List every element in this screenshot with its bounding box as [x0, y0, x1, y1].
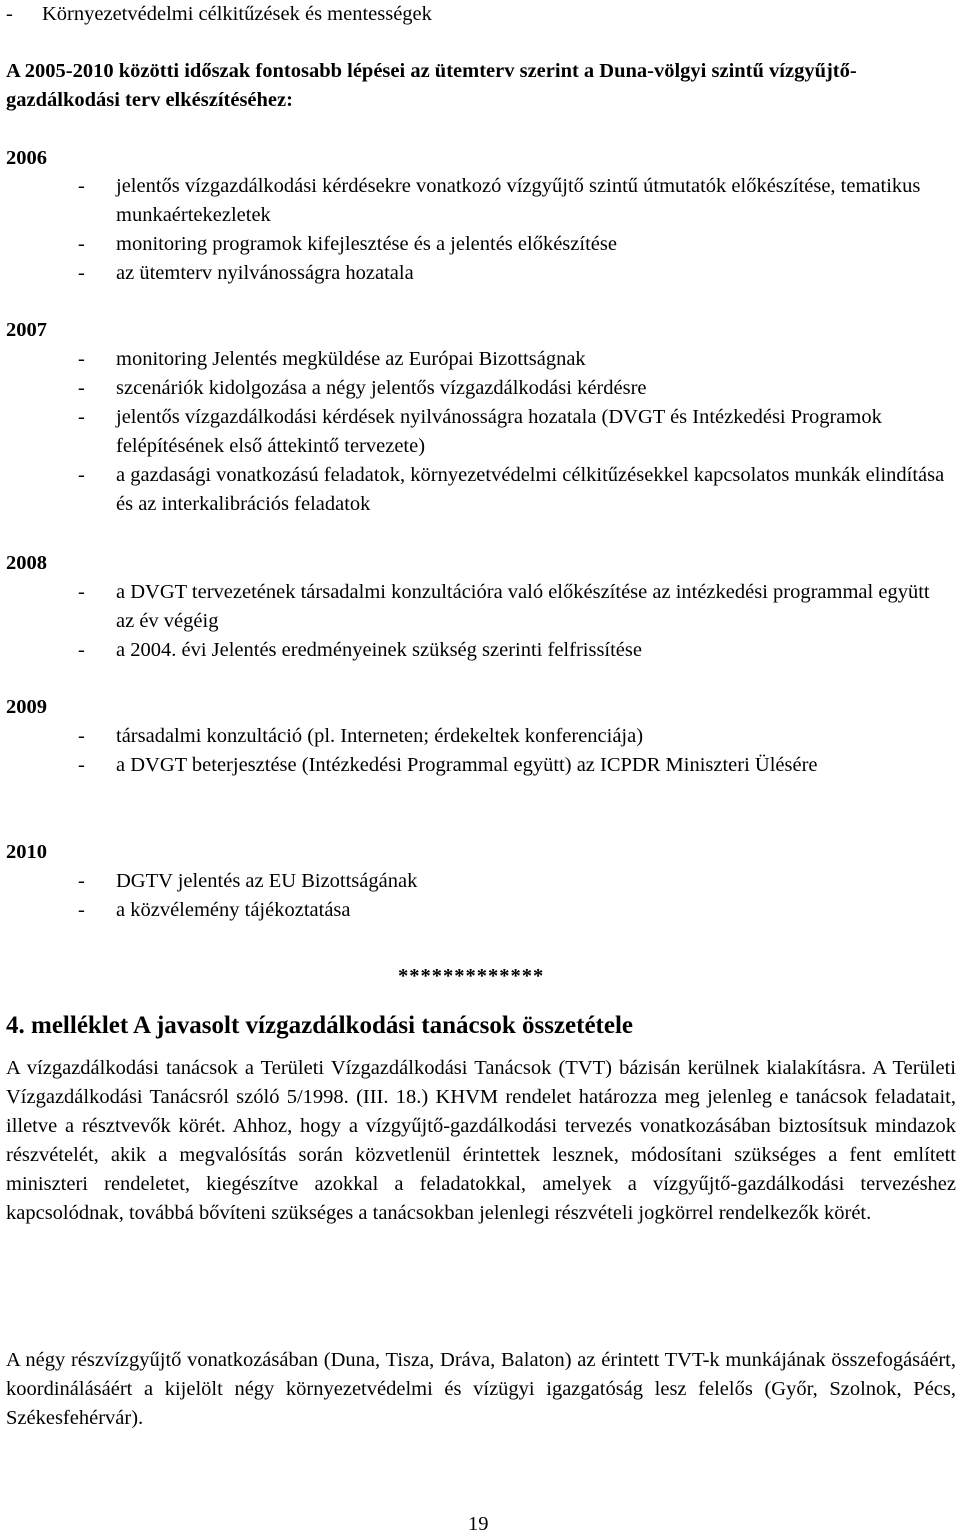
list-item: - DGTV jelentés az EU Bizottságának	[78, 867, 948, 896]
list-item: - jelentős vízgazdálkodási kérdések nyilvánosságra hozatala (DVGT és Intézkedési Programok felépítésének első áttekintő tervezete)	[78, 403, 948, 461]
year-items	[78, 867, 948, 925]
intro-text: A 2005-2010 közötti időszak fontosabb lépései az ütemterv szerint a Duna-völgyi szintű vízgyűjtő-gazdálkodási terv elkészítéséhez:	[6, 60, 857, 111]
list-item: - monitoring Jelentés megküldése az Európai Bizottságnak	[78, 345, 948, 374]
page-number: 19	[468, 1513, 489, 1535]
top-bullet-text: Környezetvédelmi célkitűzések és mentességek	[42, 3, 432, 25]
year-label: 2006	[6, 147, 47, 169]
list-item: - a DVGT tervezetének társadalmi konzultációra való előkészítése az intézkedési programmal együtt az év végéig	[78, 578, 948, 636]
section-heading: 4. melléklet A javasolt vízgazdálkodási tanácsok összetétele	[6, 1012, 634, 1039]
year-label: 2008	[6, 552, 47, 574]
bullet-dash: -	[6, 3, 13, 25]
year-items	[78, 722, 948, 780]
list-item: - a 2004. évi Jelentés eredményeinek szükség szerinti felfrissítése	[78, 636, 948, 665]
year-items	[78, 578, 948, 665]
list-item: - jelentős vízgazdálkodási kérdésekre vonatkozó vízgyűjtő szintű útmutatók előkészítése, tematikus munkaértekezletek	[78, 172, 948, 230]
list-item: - az ütemterv nyilvánosságra hozatala	[78, 259, 948, 288]
list-item: - a gazdasági vonatkozású feladatok, környezetvédelmi célkitűzésekkel kapcsolatos munkák elindítása és az interkalibrációs feladatok	[78, 461, 948, 519]
list-item: - a DVGT beterjesztése (Intézkedési Programmal együtt) az ICPDR Miniszteri Ülésére	[78, 751, 948, 780]
separator: *************	[398, 965, 545, 987]
paragraph: A vízgazdálkodási tanácsok a Területi Vízgazdálkodási Tanácsok (TVT) bázisán kerülnek kialakításra. A Területi Vízgazdálkodási Tanácsról szóló 5/1998. (III. 18.) KHVM rendelet határozza meg jelenleg e tanácsok feladatait, illetve a résztvevők körét. Ahhoz, hogy a vízgyűjtő-gazdálkodási tervezés vonatkozásában biztosítsuk mindazok részvételét, akik a megvalósítás során közvetlenül érintettek lesznek, módosítani szükséges a fent említett miniszteri rendeletet, kiegészítve azokkal a feladatokkal, amelyek a vízgyűjtő-gazdálkodási tervezéshez kapcsolódnak, továbbá bővíteni szükséges a tanácsokban jelenlegi részvételi jogkörrel rendelkezők körét.	[6, 1057, 956, 1224]
list-item: - szcenáriók kidolgozása a négy jelentős vízgazdálkodási kérdésre	[78, 374, 948, 403]
top-bullet	[6, 0, 432, 29]
year-items	[78, 172, 948, 288]
paragraph: A négy részvízgyűjtő vonatkozásában (Duna, Tisza, Dráva, Balaton) az érintett TVT-k munkájának összefogásáért, koordinálásáért a kijelölt négy környezetvédelmi és vízügyi igazgatóság lesz felelős (Győr, Szolnok, Pécs, Székesfehérvár).	[6, 1349, 956, 1429]
year-label: 2007	[6, 319, 47, 341]
year-label: 2009	[6, 696, 47, 718]
year-items	[78, 345, 948, 519]
list-item: - monitoring programok kifejlesztése és a jelentés előkészítése	[78, 230, 948, 259]
list-item: - társadalmi konzultáció (pl. Interneten; érdekeltek konferenciája)	[78, 722, 948, 751]
year-label: 2010	[6, 841, 47, 863]
list-item: - a közvélemény tájékoztatása	[78, 896, 948, 925]
